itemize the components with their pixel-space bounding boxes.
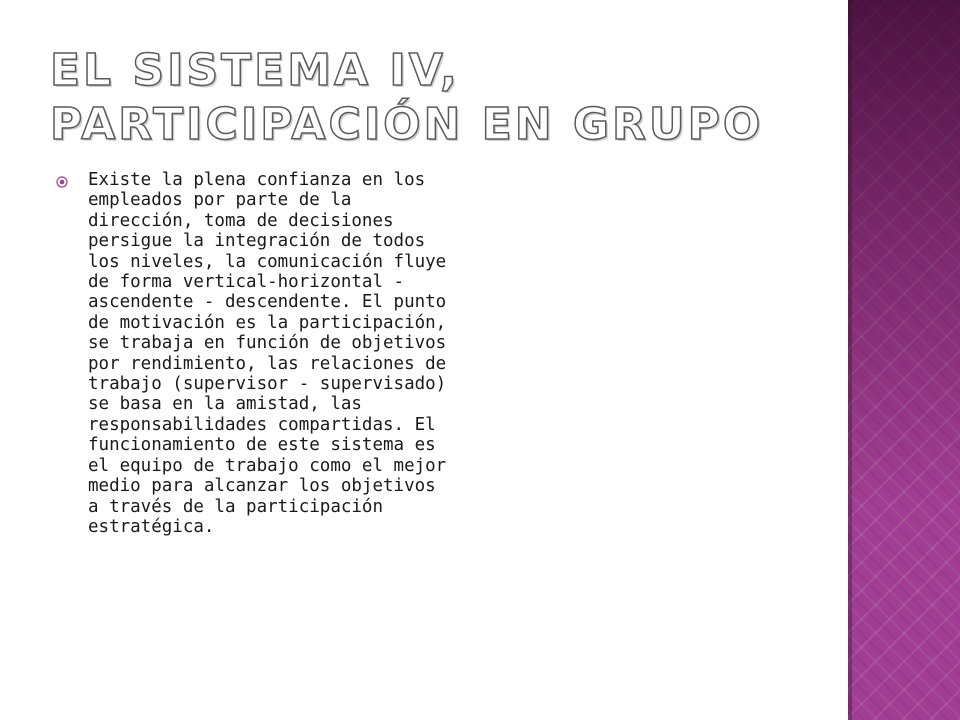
decorative-side-band: [848, 0, 960, 720]
bullet-item: [56, 170, 456, 537]
bullet-list: [56, 170, 456, 537]
side-band-edge: [848, 0, 852, 720]
circle-dot-bullet-icon: [56, 176, 68, 188]
slide-title: EL SISTEMA IV, PARTICIPACIÓN EN GRUPO: [50, 45, 764, 150]
bullet-text: Existe la plena confianza en los empleados por parte de la dirección, toma de decisiones persigue la integración de todos los niveles, la comunicación fluye de forma vertical-horizontal - ascendente - descendente. El punto de motivación es la participación, se trabaja en función de objetivos por rendimiento, las relaciones de trabajo (supervisor - supervisado) se basa en la amistad, las responsabilidades compartidas. El funcionamiento de este sistema es el equipo de trabajo como el mejor medio para alcanzar los objetivos a través de la participación estratégica.: [88, 170, 447, 537]
